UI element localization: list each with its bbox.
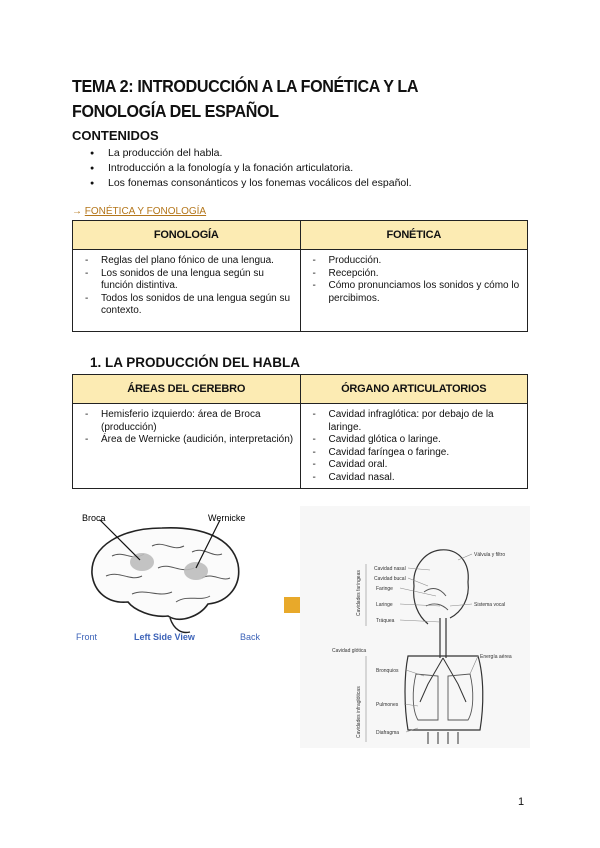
list-item: - Cavidad infraglótica: por debajo de la laringe. [307, 409, 522, 434]
diagram-label: Faringe [376, 586, 393, 592]
list-item: - Producción. [307, 255, 522, 268]
diagram-label: Laringe [376, 602, 393, 608]
table-cell [73, 404, 301, 489]
diagram-label: Cavidad glótica [332, 648, 367, 654]
wernicke-label: Wernicke [208, 513, 246, 523]
brain-diagram [72, 506, 270, 648]
list-item: - Los sonidos de una lengua según su función distintiva. [79, 268, 294, 293]
fonetica-fonologia-link[interactable] [72, 206, 206, 217]
list-item: - Área de Wernicke (audición, interpretación) [79, 434, 294, 447]
diagram-label: Energía aérea [480, 654, 512, 660]
table-cell [73, 250, 301, 332]
page-title: TEMA 2: INTRODUCCIÓN A LA FONÉTICA Y LA FONOLOGÍA DEL ESPAÑOL [72, 76, 418, 121]
table-header: FONÉTICA [300, 221, 528, 250]
brain-illustration [72, 506, 270, 648]
section-heading: 1. LA PRODUCCIÓN DEL HABLA [90, 355, 301, 370]
diagram-label: Cavidad nasal [374, 566, 406, 572]
list-item: ● La producción del habla. [90, 146, 412, 161]
arrow-icon: → [72, 206, 82, 217]
diagram-label: Diafragma [376, 730, 400, 736]
view-label: Left Side View [134, 632, 195, 642]
fonologia-fonetica-table [72, 220, 528, 332]
diagram-label: Bronquios [376, 668, 399, 674]
diagram-label: Sistema vocal [474, 602, 506, 608]
table-header: FONOLOGÍA [73, 221, 301, 250]
link-text[interactable]: FONÉTICA Y FONOLOGÍA [84, 206, 207, 217]
broca-area [130, 553, 154, 571]
list-item: - Cómo pronunciamos los sonidos y cómo lo percibimos. [307, 280, 522, 305]
respiratory-diagram [300, 506, 530, 748]
list-item: ● Introducción a la fonología y la fonación articulatoria. [90, 161, 412, 176]
list-item: - Cavidad faríngea o faringe. [307, 447, 522, 460]
diagram-label: Cavidad bucal [374, 576, 406, 582]
wernicke-area [184, 562, 208, 580]
front-label: Front [76, 632, 98, 642]
diagram-label: Pulmones [376, 702, 399, 708]
list-item: - Cavidad oral. [307, 459, 522, 472]
page-number: 1 [518, 796, 525, 808]
contenidos-list [90, 146, 412, 191]
list-item: - Cavidad glótica o laringe. [307, 434, 522, 447]
list-item: - Reglas del plano fónico de una lengua. [79, 255, 294, 268]
list-item: - Cavidad nasal. [307, 472, 522, 485]
list-item: ● Los fonemas consonánticos y los fonemas vocálicos del español. [90, 176, 412, 191]
areas-organos-table [72, 374, 528, 489]
diagram-label: Cavidades infraglóticas [356, 686, 362, 738]
diagram-label: Tráquea [376, 618, 395, 624]
table-header: ÁREAS DEL CEREBRO [73, 375, 301, 404]
list-item: - Hemisferio izquierdo: área de Broca (producción) [79, 409, 294, 434]
diagram-label: Cavidades faríngeas [356, 570, 362, 616]
respiratory-illustration [300, 506, 530, 748]
list-item: - Todos los sonidos de una lengua según su contexto. [79, 293, 294, 318]
table-header: ÓRGANO ARTICULATORIOS [300, 375, 528, 404]
list-item: - Recepción. [307, 268, 522, 281]
broca-label: Broca [82, 513, 106, 523]
back-label: Back [240, 632, 261, 642]
contenidos-heading: CONTENIDOS [72, 128, 159, 143]
diagram-label: Válvula y filtro [474, 552, 506, 558]
table-cell [300, 250, 528, 332]
table-cell [300, 404, 528, 489]
